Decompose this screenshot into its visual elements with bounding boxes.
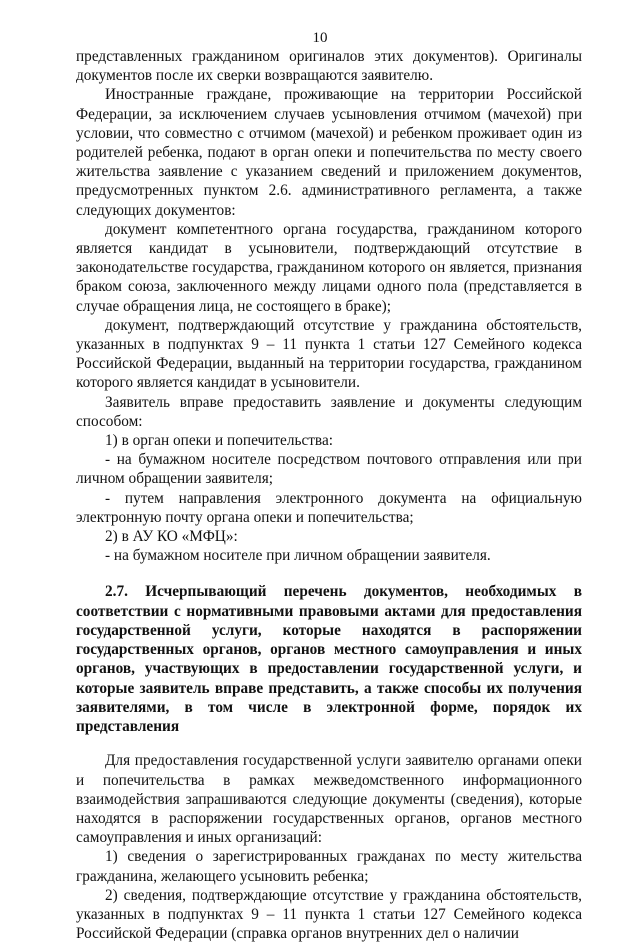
list-item-electronic: - путем направления электронного документа на официальную электронную почту органа опеки и попечительства; bbox=[76, 489, 582, 526]
list-item-paper-mail: - на бумажном носителе посредством почтового отправления или при личном обращении заявителя; bbox=[76, 451, 582, 488]
list-item-mfc: 2) в АУ КО «МФЦ»: bbox=[105, 528, 238, 546]
paragraph-competent-authority-document: документ компетентного органа государства, гражданином которого является кандидат в усыновители, подтверждающий отсутствие в законодательстве государства, гражданином которого он является, признания браком союза, заключенного между лицами одного пола (представляется в случае обращения лица, не состоящего в браке); bbox=[76, 220, 582, 315]
section-heading-2-7: 2.7. Исчерпывающий перечень документов, необходимых в соответствии с нормативными правовыми актами для предоставления государственной услуги, которые находятся в распоряжении государственных органов, органов местного самоуправления и иных органов, участвующих в предоставлении государственной услуги, и которые заявитель вправе представить, а также способы их получения заявителями, в том числе в электронной форме, порядок их представления bbox=[76, 583, 582, 735]
list-item-paper-personal: - на бумажном носителе при личном обращении заявителя. bbox=[105, 547, 491, 565]
paragraph-foreign-citizens: Иностранные граждане, проживающие на территории Российской Федерации, за исключением случаев усыновления отчимом (мачехой) при условии, что совместно с отчимом (мачехой) и ребенком проживает один из родителей ребенка, подают в орган опеки и попечительства по месту своего жительства заявление с указанием сведений и приложением документов, предусмотренных пунктом 2.6. административного регламента, а также следующих документов: bbox=[76, 86, 582, 219]
list-item-registered-citizens: 1) сведения о зарегистрированных гражданах по месту жительства гражданина, желающего усыновить ребенка; bbox=[76, 848, 582, 885]
paragraph-absence-document: документ, подтверждающий отсутствие у гражданина обстоятельств, указанных в подпунктах 9 – 11 пункта 1 статьи 127 Семейного кодекса Российской Федерации, выданный на территории государства, гражданином которого является кандидат в усыновители. bbox=[76, 316, 582, 392]
paragraph-continuation: представленных гражданином оригиналов этих документов). Оригиналы документов после их сверки возвращаются заявителю. bbox=[76, 48, 582, 85]
paragraph-submission-methods: Заявитель вправе предоставить заявление и документы следующим способом: bbox=[76, 393, 582, 430]
paragraph-interagency-request: Для предоставления государственной услуги заявителю органами опеки и попечительства в рамках межведомственного информационного взаимодействия запрашиваются следующие документы (сведения), которые находятся в распоряжении государственных органов, органов местного самоуправления и иных организаций: bbox=[76, 752, 582, 847]
page-number: 10 bbox=[312, 30, 328, 46]
list-item-absence-circumstances: 2) сведения, подтверждающие отсутствие у гражданина обстоятельств, указанных в подпунктах 9 – 11 пункта 1 статьи 127 Семейного кодекса Российской Федерации (справка органов внутренних дел о наличии bbox=[76, 886, 582, 943]
list-item-guardianship-authority: 1) в орган опеки и попечительства: bbox=[105, 432, 333, 450]
document-body bbox=[76, 47, 582, 943]
